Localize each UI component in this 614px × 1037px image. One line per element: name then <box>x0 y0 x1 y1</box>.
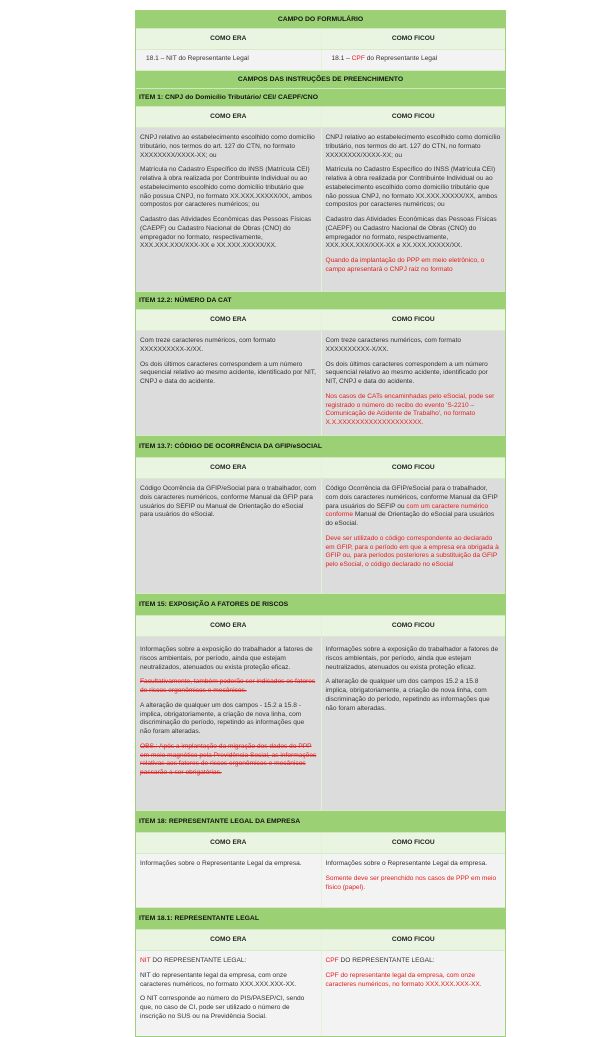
item-13-7-era <box>136 479 321 593</box>
como-ficou-header: COMO FICOU <box>321 107 506 127</box>
item-18-1-era-head: NIT DO REPRESENTANTE LEGAL: <box>140 957 247 964</box>
item-18-1-ficou-p1: CPF do representante legal da empresa, com onze caracteres numéricos, no formato XXX.XXX.XXX-XX. <box>325 971 482 988</box>
item-15-row <box>136 637 505 811</box>
item-12-2-title: ITEM 12.2: NÚMERO DA CAT <box>136 292 505 310</box>
item-15-era-removed-1: Facultativamente, também poderão ser indicados os fatores de riscos ergonômicos e mecânicos. <box>140 678 316 695</box>
item-15-ficou-p2: A alteração de qualquer um dos campos 15.2 a 15.8 implica, obrigatoriamente, a criação de nova linha, com discriminação do período, repetindo as informações que não foram alteradas. <box>325 678 490 712</box>
item-18-1-column-headers <box>136 930 505 951</box>
item-18-row <box>136 854 505 908</box>
como-era-header: COMO ERA <box>136 29 321 49</box>
item-12-2-ficou <box>321 331 506 435</box>
cpf-highlight: CPF <box>351 55 365 62</box>
item-1-era-p1: CNPJ relativo ao estabelecimento escolhido como domicílio tributário, nos termos do art. 127 do CTN, no formato XXXXXXXX/XXXX-XX; ou <box>140 134 315 159</box>
item-13-7-row <box>136 479 505 594</box>
item-13-7-ficou-p1: Código Ocorrência da GFIP/eSocial para o trabalhador, com dois caracteres numéricos, conforme Manual da GFIP para usuários do SEFIP ou com um caractere numérico conforme Manual de Orientação do eSocial para usuários do eSocial. <box>325 485 498 528</box>
nit-highlight: NIT <box>140 957 151 964</box>
item-13-7-ficou-new-text: Deve ser utilizado o código correspondente ao declarado em GFIP, para o período em que a empresa era obrigada à GFIP ou, para períodos posteriores a substituição da GFIP pelo eSocial, o código declarado no eSocial <box>325 534 499 569</box>
item-18-ficou-new-text: Somente deve ser preenchido nos casos de PPP em meio físico (papel). <box>325 874 497 891</box>
como-era-header: COMO ERA <box>136 930 321 950</box>
item-1-ficou-p1: CNPJ relativo ao estabelecimento escolhido como domicílio tributário, nos termos do art. 127 do CTN, no formato XXXXXXXX/XXXX-XX; ou <box>325 134 501 159</box>
item-18-1-era-p2: O NIT corresponde ao número do PIS/PASEP/CI, sendo que, no caso de CI, pode ser utilizado o número de inscrição no SUS ou na Previdência Social. <box>140 995 305 1020</box>
form-field-row <box>136 50 505 71</box>
item-1-era-p3: Cadastro das Atividades Econômicas das Pessoas Físicas (CAEPF) ou Cadastro Nacional de Obras (CNO) do empregador no formato, respectivamente, XXX.XXX.XXX/XXX-XX e XX.XXX.XXXXX/XX. <box>140 216 312 250</box>
item-1-era-p2: Matrícula no Cadastro Específico do INSS (Matrícula CEI) relativa à obra realizada por Contribuinte Individual ou ao estabelecimento escolhido como domicílio tributário que não possua CNPJ, no formato XX.XXX.XXXXX/XX, ambos compostos por caracteres numéricos; ou <box>140 166 312 209</box>
instructions-header: CAMPOS DAS INSTRUÇÕES DE PREENCHIMENTO <box>136 71 505 89</box>
item-18-1-title: ITEM 18.1: REPRESENTANTE LEGAL <box>136 908 505 930</box>
item-12-2-row <box>136 331 505 436</box>
item-12-2-ficou-p1: Com treze caracteres numéricos, com formato XXXXXXXXXX-X/XX. <box>325 337 462 353</box>
item-18-1-ficou-head: CPF DO REPRESENTANTE LEGAL: <box>325 957 435 964</box>
item-13-7-ficou <box>321 479 506 593</box>
cpf-highlight: CPF <box>325 957 339 964</box>
item-15-era-p2: A alteração de qualquer um dos campos - 15.2 a 15.8 - implica, obrigatoriamente, a criação de nova linha, com discriminação do período, repetindo as informações que não foram alteradas. <box>140 701 305 736</box>
item-15-era-p1: Informações sobre a exposição do trabalhador a fatores de riscos ambientais, por período, ainda que estejam neutralizados, atenuados ou exista proteção eficaz. <box>140 646 313 671</box>
item-15-era <box>136 637 321 810</box>
item-12-2-era-p2: Os dois últimos caracteres correspondem a um número sequencial relativo ao mesmo acidente, identificado por NIT, CNPJ e data do acidente. <box>140 360 316 386</box>
como-ficou-header: COMO FICOU <box>321 833 506 853</box>
item-15-era-removed-2: OBS.: Após a implantação da migração dos dados do PPP em meio magnético pela Previdência Social, as informações relativas aos fatores de riscos ergonômicos e mecânicos passarão a ser obrigatórias. <box>140 742 317 777</box>
como-ficou-header: COMO FICOU <box>321 930 506 950</box>
item-12-2-era <box>136 331 321 435</box>
como-ficou-header: COMO FICOU <box>321 310 506 330</box>
item-18-1-ficou <box>321 951 506 1036</box>
como-ficou-header: COMO FICOU <box>321 29 506 49</box>
item-18-era <box>136 854 321 907</box>
item-1-ficou-p3: Cadastro das Atividades Econômicas das Pessoas Físicas (CAEPF) ou Cadastro Nacional de Obras (CNO) do empregador no formato, respectivamente, XXX.XXX.XXX/XXX-XX e XX.XXX.XXXXX/XX. <box>325 216 497 250</box>
comparison-document <box>135 10 506 1037</box>
form-field-ficou: 18.1 – CPF do Representante Legal <box>321 50 506 70</box>
item-18-era-p1: Informações sobre o Representante Legal da empresa. <box>140 860 302 867</box>
item-18-ficou <box>321 854 506 907</box>
form-field-era: 18.1 – NIT do Representante Legal <box>136 50 321 70</box>
como-ficou-header: COMO FICOU <box>321 616 506 636</box>
item-12-2-era-p1: Com treze caracteres numéricos, com formato XXXXXXXXXX-X/XX. <box>140 337 276 353</box>
item-1-ficou-new-text: Quando da implantação do PPP em meio eletrônico, o campo apresentará o CNPJ raiz no formato <box>325 257 485 273</box>
item-18-1-era-p1: NIT do representante legal da empresa, com onze caracteres numéricos, no formato XXX.XXX.XXX-XX. <box>140 971 297 988</box>
item-18-column-headers <box>136 833 505 854</box>
item-13-7-column-headers <box>136 458 505 479</box>
item-18-1-row <box>136 951 505 1036</box>
item-1-ficou <box>321 128 506 291</box>
como-era-header: COMO ERA <box>136 833 321 853</box>
item-1-row <box>136 128 505 292</box>
item-15-ficou-p1: Informações sobre a exposição do trabalhador a fatores de riscos ambientais, por período, ainda que estejam neutralizados, atenuados ou exista proteção eficaz. <box>325 646 499 671</box>
item-12-2-ficou-p2: Os dois últimos caracteres correspondem a um número sequencial relativo ao mesmo acidente, identificado por NIT, CNPJ e data do acidente. <box>325 360 488 386</box>
form-field-header: CAMPO DO FORMULÁRIO <box>136 11 505 29</box>
item-1-title: ITEM 1: CNPJ do Domicílio Tributário/ CEI/ CAEPF/CNO <box>136 89 505 107</box>
item-13-7-title: ITEM 13.7: CÓDIGO DE OCORRÊNCIA DA GFIP/eSOCIAL <box>136 436 505 458</box>
item-18-title: ITEM 18: REPRESENTANTE LEGAL DA EMPRESA <box>136 811 505 833</box>
item-12-2-ficou-new-text: Nos casos de CATs encaminhadas pelo eSocial, pode ser registrado o número do recibo do evento 'S-2210 – Comunicação de Acidente de Trabalho', no formato X.X.XXXXXXXXXXXXXXXXXXX. <box>325 392 495 427</box>
item-1-era <box>136 128 321 291</box>
item-13-7-inserted-text: com um caractere numérico conforme <box>325 502 489 519</box>
como-era-header: COMO ERA <box>136 616 321 636</box>
item-15-title: ITEM 15: EXPOSIÇÃO A FATORES DE RISCOS <box>136 594 505 616</box>
item-1-ficou-p2: Matrícula no Cadastro Específico do INSS (Matrícula CEI) relativa à obra realizada por Contribuinte Individual ou ao estabelecimento escolhido como domicílio tributário que não possua CNPJ, no formato XX.XXX.XXXXX/XX, ambos compostos por caracteres numéricos; ou <box>325 166 498 209</box>
form-field-column-headers <box>136 29 505 50</box>
item-13-7-era-p1: Código Ocorrência da GFIP/eSocial para o trabalhador, com dois caracteres numéricos, conforme Manual da GFIP para usuários do SEFIP ou Manual de Orientação do eSocial para usuários do eSocial. <box>140 485 317 519</box>
como-era-header: COMO ERA <box>136 107 321 127</box>
item-1-column-headers <box>136 107 505 128</box>
item-15-column-headers <box>136 616 505 637</box>
item-18-1-era <box>136 951 321 1036</box>
como-ficou-header: COMO FICOU <box>321 458 506 478</box>
item-18-ficou-p1: Informações sobre o Representante Legal da empresa. <box>325 860 488 867</box>
como-era-header: COMO ERA <box>136 458 321 478</box>
item-12-2-column-headers <box>136 310 505 331</box>
item-15-ficou <box>321 637 506 810</box>
como-era-header: COMO ERA <box>136 310 321 330</box>
